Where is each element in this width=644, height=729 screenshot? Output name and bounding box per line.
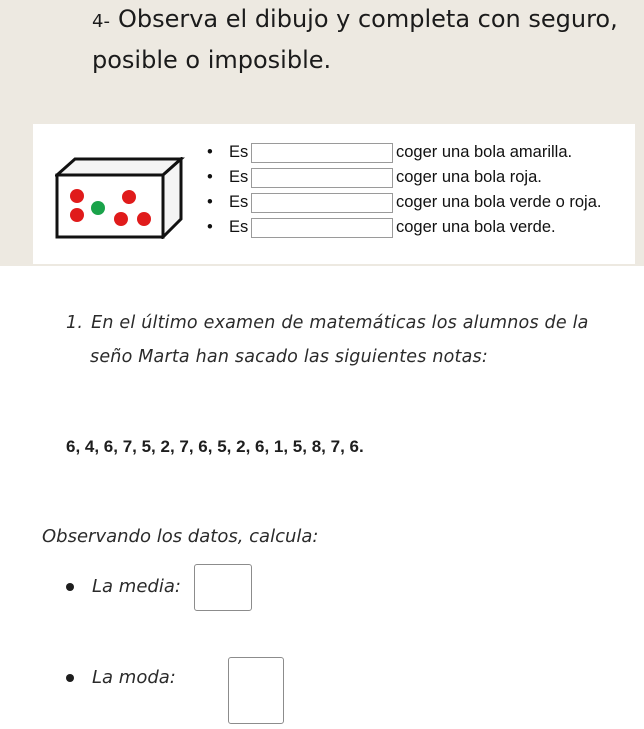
media-label: La media: xyxy=(92,576,181,597)
exercise4-title-line2: posible o imposible. xyxy=(92,46,332,74)
red-ball xyxy=(137,212,151,226)
option-suffix: coger una bola roja. xyxy=(396,168,542,186)
media-answer-box[interactable] xyxy=(194,564,252,611)
option-prefix: Es xyxy=(229,218,249,236)
answer-field[interactable] xyxy=(251,168,393,188)
red-ball xyxy=(70,208,84,222)
exercise4-title-line1: Observa el dibujo y completa con seguro, xyxy=(117,5,618,33)
answer-field[interactable] xyxy=(251,143,393,163)
answer-field[interactable] xyxy=(251,193,393,213)
bullet-dot xyxy=(66,674,74,682)
answer-field[interactable] xyxy=(251,218,393,238)
option-row xyxy=(207,218,637,243)
moda-item xyxy=(66,667,176,688)
exercise4-options xyxy=(207,143,637,243)
exercise4-panel xyxy=(0,0,644,266)
option-prefix: Es xyxy=(229,168,249,186)
option-suffix: coger una bola verde o roja. xyxy=(396,193,602,211)
option-prefix: Es xyxy=(229,143,249,161)
red-ball xyxy=(122,190,136,204)
media-item xyxy=(66,576,181,597)
option-suffix: coger una bola verde. xyxy=(396,218,556,236)
prompt-text: Observando los datos, calcula: xyxy=(42,526,319,547)
bullet: • xyxy=(207,143,213,161)
bullet: • xyxy=(207,168,213,186)
option-row xyxy=(207,168,637,193)
red-ball xyxy=(70,189,84,203)
grades-data: 6, 4, 6, 7, 5, 2, 7, 6, 5, 2, 6, 1, 5, 8, 7, 6. xyxy=(66,437,364,456)
exercise4-title xyxy=(92,0,632,79)
option-row xyxy=(207,143,637,168)
option-suffix: coger una bola amarilla. xyxy=(396,143,573,161)
ball-box-illustration xyxy=(55,157,185,239)
green-ball xyxy=(91,201,105,215)
red-ball xyxy=(114,212,128,226)
bullet: • xyxy=(207,193,213,211)
exercise1-number: 1. xyxy=(66,313,84,333)
exercise1-text-line1: En el último examen de matemáticas los alumnos de la xyxy=(91,313,589,333)
option-row xyxy=(207,193,637,218)
exercise1-text-line2: seño Marta han sacado las siguientes notas: xyxy=(90,347,488,367)
exercise1-statement xyxy=(66,306,636,374)
option-prefix: Es xyxy=(229,193,249,211)
moda-label: La moda: xyxy=(92,667,176,688)
moda-answer-box[interactable] xyxy=(228,657,284,724)
bullet: • xyxy=(207,218,213,236)
bullet-dot xyxy=(66,583,74,591)
exercise4-number: 4- xyxy=(92,11,110,32)
